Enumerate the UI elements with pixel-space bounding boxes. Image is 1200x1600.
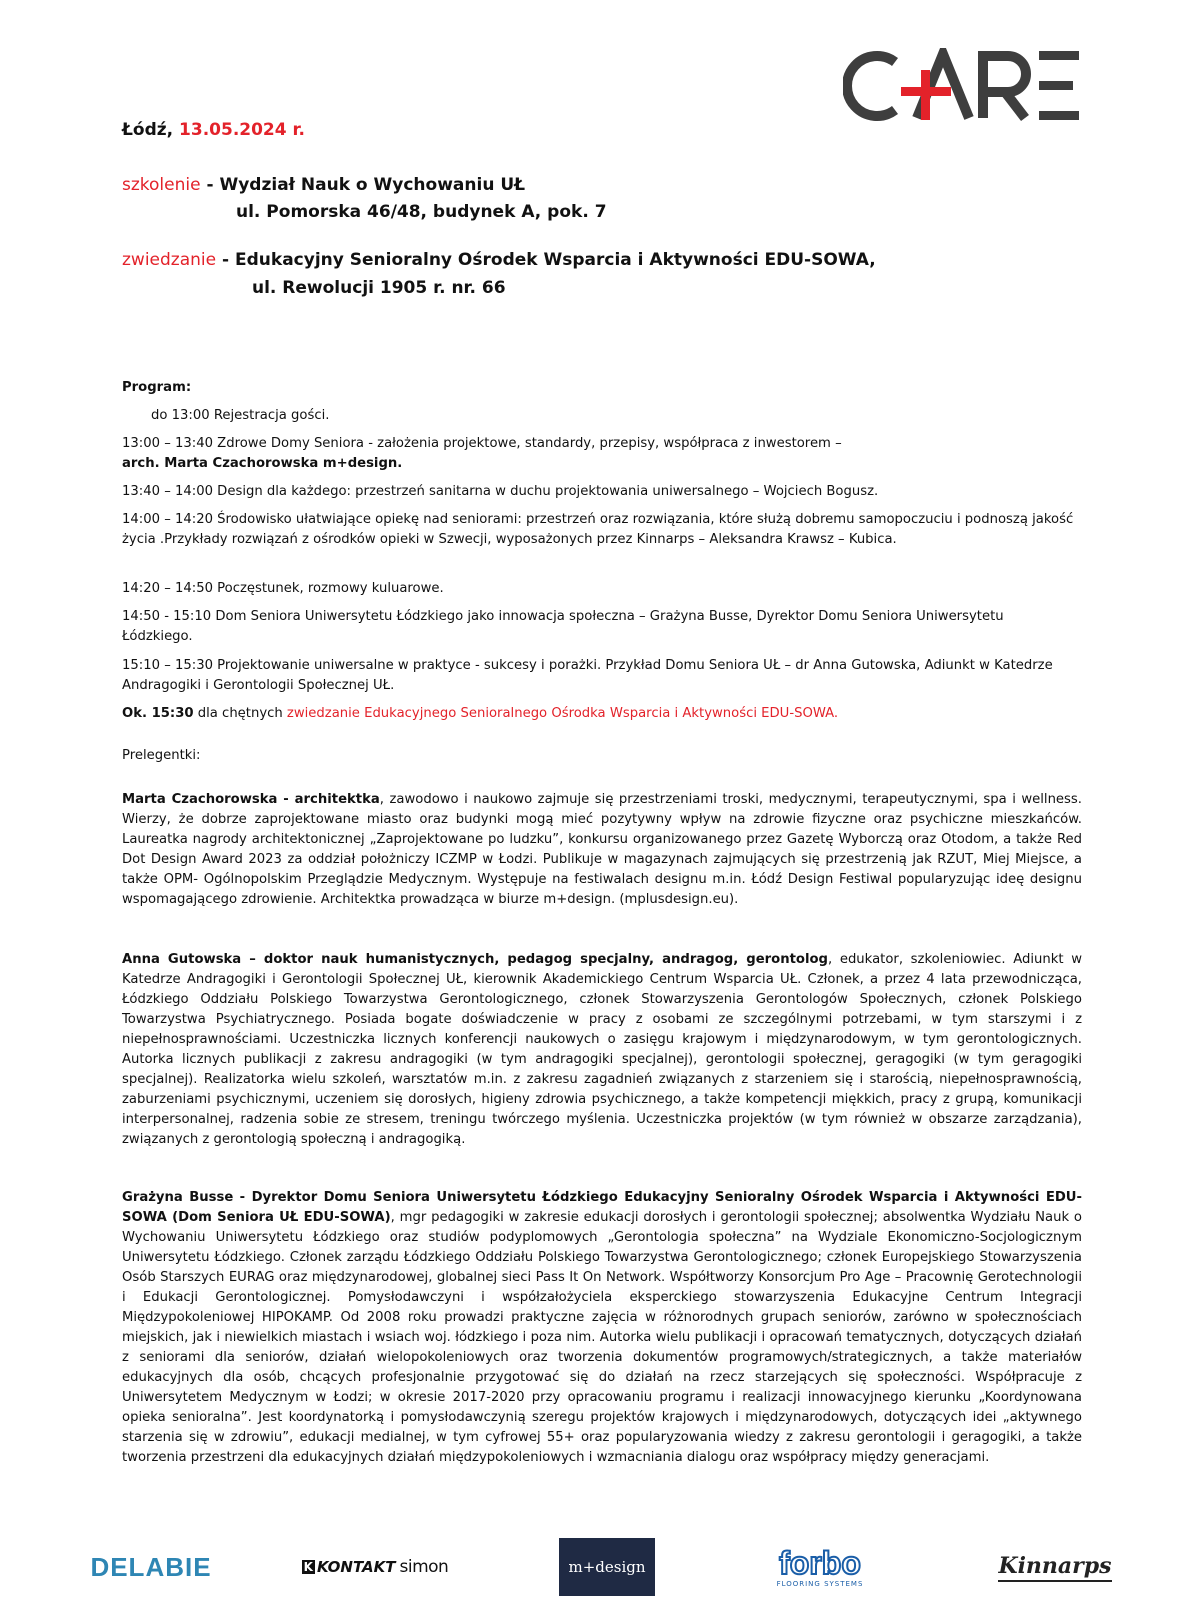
visit-label: zwiedzanie <box>122 250 217 270</box>
closing-visit: zwiedzanie Edukacyjnego Senioralnego Ośrodka Wsparcia i Aktywności EDU-SOWA. <box>286 706 839 721</box>
program-item: 14:20 – 14:50 Poczęstunek, rozmowy kuluarowe. <box>122 581 444 596</box>
program-item-speaker: arch. Marta Czachorowska m+design. <box>122 456 403 471</box>
speaker-name: Grażyna Busse - Dyrektor Domu Seniora Uniwersytetu Łódzkiego Edukacyjny Senioralny Ośrodek Wsparcia i Aktywności EDU-SOWA (Dom Seniora UŁ EDU-SOWA) <box>122 1190 1082 1225</box>
delabie-text: DELABIE <box>90 1551 212 1582</box>
speaker-name: Anna Gutowska – doktor nauk humanistycznych, pedagog specjalny, andragog, gerontolog <box>122 952 828 967</box>
city: Łódź, <box>122 120 180 140</box>
speaker-bio: , zawodowo i naukowo zajmuje się przestrzeniami troski, medycznymi, terapeutycznymi, spa i wellness. Wierzy, że dobrze zaprojektowane miasto oraz budynki mogą mieć pozytywny wpływ na zdrowie fizyczne oraz psychiczne mieszkańców. Laureatka nagrody architektonicznej „Zaprojektowane po ludzku”, konkursu organizowanego przez Gazetę Wyborczą oraz Otodom, a także Red Dot Design Award 2023 za oddział położniczy ICZMP w Łodzi. Publikuje w magazynach zajmujących się przestrzenią jak RZUT, Miej Miejsce, a także OPM- Ogólnopolskim Przeglądzie Medycznym. Występuje na festiwalach designu m.in. Łódź Design Festiwal popularyzując ideę designu wspomagającego zdrowienie. Architektka prowadząca w biurze m+design. (mplusdesign.eu). <box>122 792 1082 907</box>
visit-dash: - <box>216 250 236 270</box>
training-dash: - <box>200 175 220 195</box>
program-title: Program: <box>122 380 192 395</box>
program-item: 13:40 – 14:00 Design dla każdego: przestrzeń sanitarna w duchu projektowania uniwersalnego – Wojciech Bogusz. <box>122 484 879 499</box>
care-logo <box>843 48 1083 122</box>
speaker-name: Marta Czachorowska - architektka <box>122 792 380 807</box>
program-item <box>122 434 1082 474</box>
mdesign-text: m+design <box>568 1558 646 1576</box>
forbo-subtitle: FLOORING SYSTEMS <box>776 1580 864 1588</box>
visit-line1 <box>122 248 876 272</box>
program-item: 15:10 – 15:30 Projektowanie uniwersalne w praktyce - sukcesy i porażki. Przykład Domu Seniora UŁ – dr Anna Gutowska, Adiunkt w Katedrze Andragogiki i Gerontologii Społecznej UŁ. <box>122 658 1053 693</box>
speaker-bio: , edukator, szkoleniowiec. Adiunkt w Katedrze Andragogiki i Gerontologii Społecznej UŁ, kierownik Akademickiego Centrum Wsparcia UŁ. Członek, a przez 4 lata przewodnicząca, Łódzkiego Oddziału Polskiego Towarzystwa Gerontologicznego, członek Stowarzyszenia Gerontologów Społecznych, członek Polskiego Towarzystwa Psychiatrycznego. Posiada bogate doświadczenie w pracy z osobami ze szczególnymi potrzebami, w tym starszymi i z niepełnosprawnościami. Uczestniczka licznych konferencji naukowych o zasięgu krajowym i międzynarodowym, w tym gerontologicznych. Autorka licznych publikacji z zakresu andragogiki (w tym andragogiki specjalnej), gerontologii społecznej, geragogiki (w tym geragogiki specjalnej). Realizatorka wielu szkoleń, warsztatów m.in. z zakresu zagadnień związanych z starzeniem się i starością, niepełnosprawnością, zaburzeniami psychicznymi, uczeniem się dorosłych, higieny zdrowia psychicznego, a także kompetencji miękkich, pracy z grupą, komunikacji interpersonalnej, radzenia sobie ze stresem, treningu twórczego myślenia. Uczestniczka projektów (w tym również w obszarze zarządzania), związanych z gerontologią społeczną i andragogiką. <box>122 952 1082 1147</box>
program-item: 14:00 – 14:20 Środowisko ułatwiające opiekę nad seniorami: przestrzeń oraz rozwiązania, które służą dobremu samopoczuciu i podnoszą jakość życia .Przykłady rozwiązań z ośrodków opieki w Szwecji, wyposażonych przez Kinnarps – Aleksandra Krawsz – Kubica. <box>122 512 1074 547</box>
kinnarps-text: Kinnarps <box>998 1553 1111 1582</box>
sponsor-mdesign-logo <box>559 1538 655 1596</box>
place-date <box>122 118 305 142</box>
sponsor-forbo-logo <box>770 1538 870 1596</box>
sponsor-kinnarps-logo <box>1000 1538 1110 1596</box>
speaker-bio-grazyna <box>122 1188 1082 1468</box>
speaker-bio-marta <box>122 790 1082 910</box>
speaker-bio: , mgr pedagogiki w zakresie edukacji dorosłych i gerontologii społecznej; absolwentka Wydziału Nauk o Wychowaniu Uniwersytetu Łódzkiego oraz studiów podyplomowych „Gerontologia społeczna” na Wydziale Ekonomiczno-Socjologicznym Uniwersytetu Łódzkiego. Członek zarządu Łódzkiego Oddziału Polskiego Towarzystwa Gerontologicznego; członek Europejskiego Stowarzyszenia Osób Starszych EURAG oraz międzynarodowej, globalnej sieci Pass It On Network. Współtworzy Konsorcjum Pro Age – Pracownię Gerotechnologii i Edukacji Gerontologicznej. Pomysłodawczyni i współzałożyciela eksperckiego stowarzyszenia Edukacyjne Centrum Integracji Międzypokoleniowej HIPOKAMP. Od 2008 roku prowadzi praktyczne zajęcia w różnorodnych grupach seniorów, zarówno w społecznościach miejskich, jak i niewielkich miastach i wsiach woj. łódzkiego i poza nim. Autorka wielu publikacji i opracowań tematycznych, dotyczących działań z seniorami dla seniorów, działań wielopokoleniowych oraz tworzenia dokumentów programowych/strategicznych, a także materiałów edukacyjnych dla osób, chcących profesjonalnie przygotować się do działań na rzecz starzejących się społeczności. Współpracuje z Uniwersytetem Medycznym w Łodzi; w okresie 2017-2020 przy opracowaniu programu i realizacji innowacyjnego kierunku „Koordynowana opieka senioralna”. Jest koordynatorką i pomysłodawczynią szeregu projektów krajowych i międzynarodowych, dotyczących idei „aktywnego starzenia się w zdrowiu”, edukacji medialnej, w tym cyfrowej 55+ oraz popularyzowania wiedzy z zakresu gerontologii i geragogiki, a także tworzenia przestrzeni dla edukacyjnych działań międzypokoleniowych i wzmacniania dialogu oraz współpracy między generacjami. <box>122 1210 1083 1465</box>
forbo-text: forbo <box>779 1545 861 1581</box>
training-venue: Wydział Nauk o Wychowaniu UŁ <box>219 175 526 195</box>
sponsor-kontakt-simon-logo <box>295 1538 455 1596</box>
training-line1 <box>122 173 525 197</box>
closing-text: dla chętnych <box>193 706 287 721</box>
program-item: 14:50 - 15:10 Dom Seniora Uniwersytetu Łódzkiego jako innowacja społeczna – Grażyna Busse, Dyrektor Domu Seniora Uniwersytetu Łódzkiego. <box>122 609 1004 644</box>
date: 13.05.2024 r. <box>179 120 305 140</box>
program-item-text: 13:00 – 13:40 Zdrowe Domy Seniora - założenia projektowe, standardy, przepisy, współpraca z inwestorem – <box>122 436 842 451</box>
closing-time: Ok. 15:30 <box>122 706 194 721</box>
training-address: ul. Pomorska 46/48, budynek A, pok. 7 <box>236 202 607 222</box>
visit-venue: Edukacyjny Senioralny Ośrodek Wsparcia i Aktywności EDU-SOWA, <box>235 250 876 270</box>
speaker-bio-anna <box>122 950 1082 1150</box>
visit-address: ul. Rewolucji 1905 r. nr. 66 <box>252 278 506 298</box>
kontakt-mark: K <box>303 1560 313 1574</box>
program-closing <box>122 704 1082 724</box>
training-label: szkolenie <box>122 175 201 195</box>
speakers-title: Prelegentki: <box>122 748 201 763</box>
program-registration: do 13:00 Rejestracja gości. <box>151 408 330 423</box>
sponsor-delabie-logo <box>86 1538 216 1596</box>
kontakt-text: KONTAKT <box>316 1558 396 1576</box>
simon-text: simon <box>399 1557 449 1577</box>
